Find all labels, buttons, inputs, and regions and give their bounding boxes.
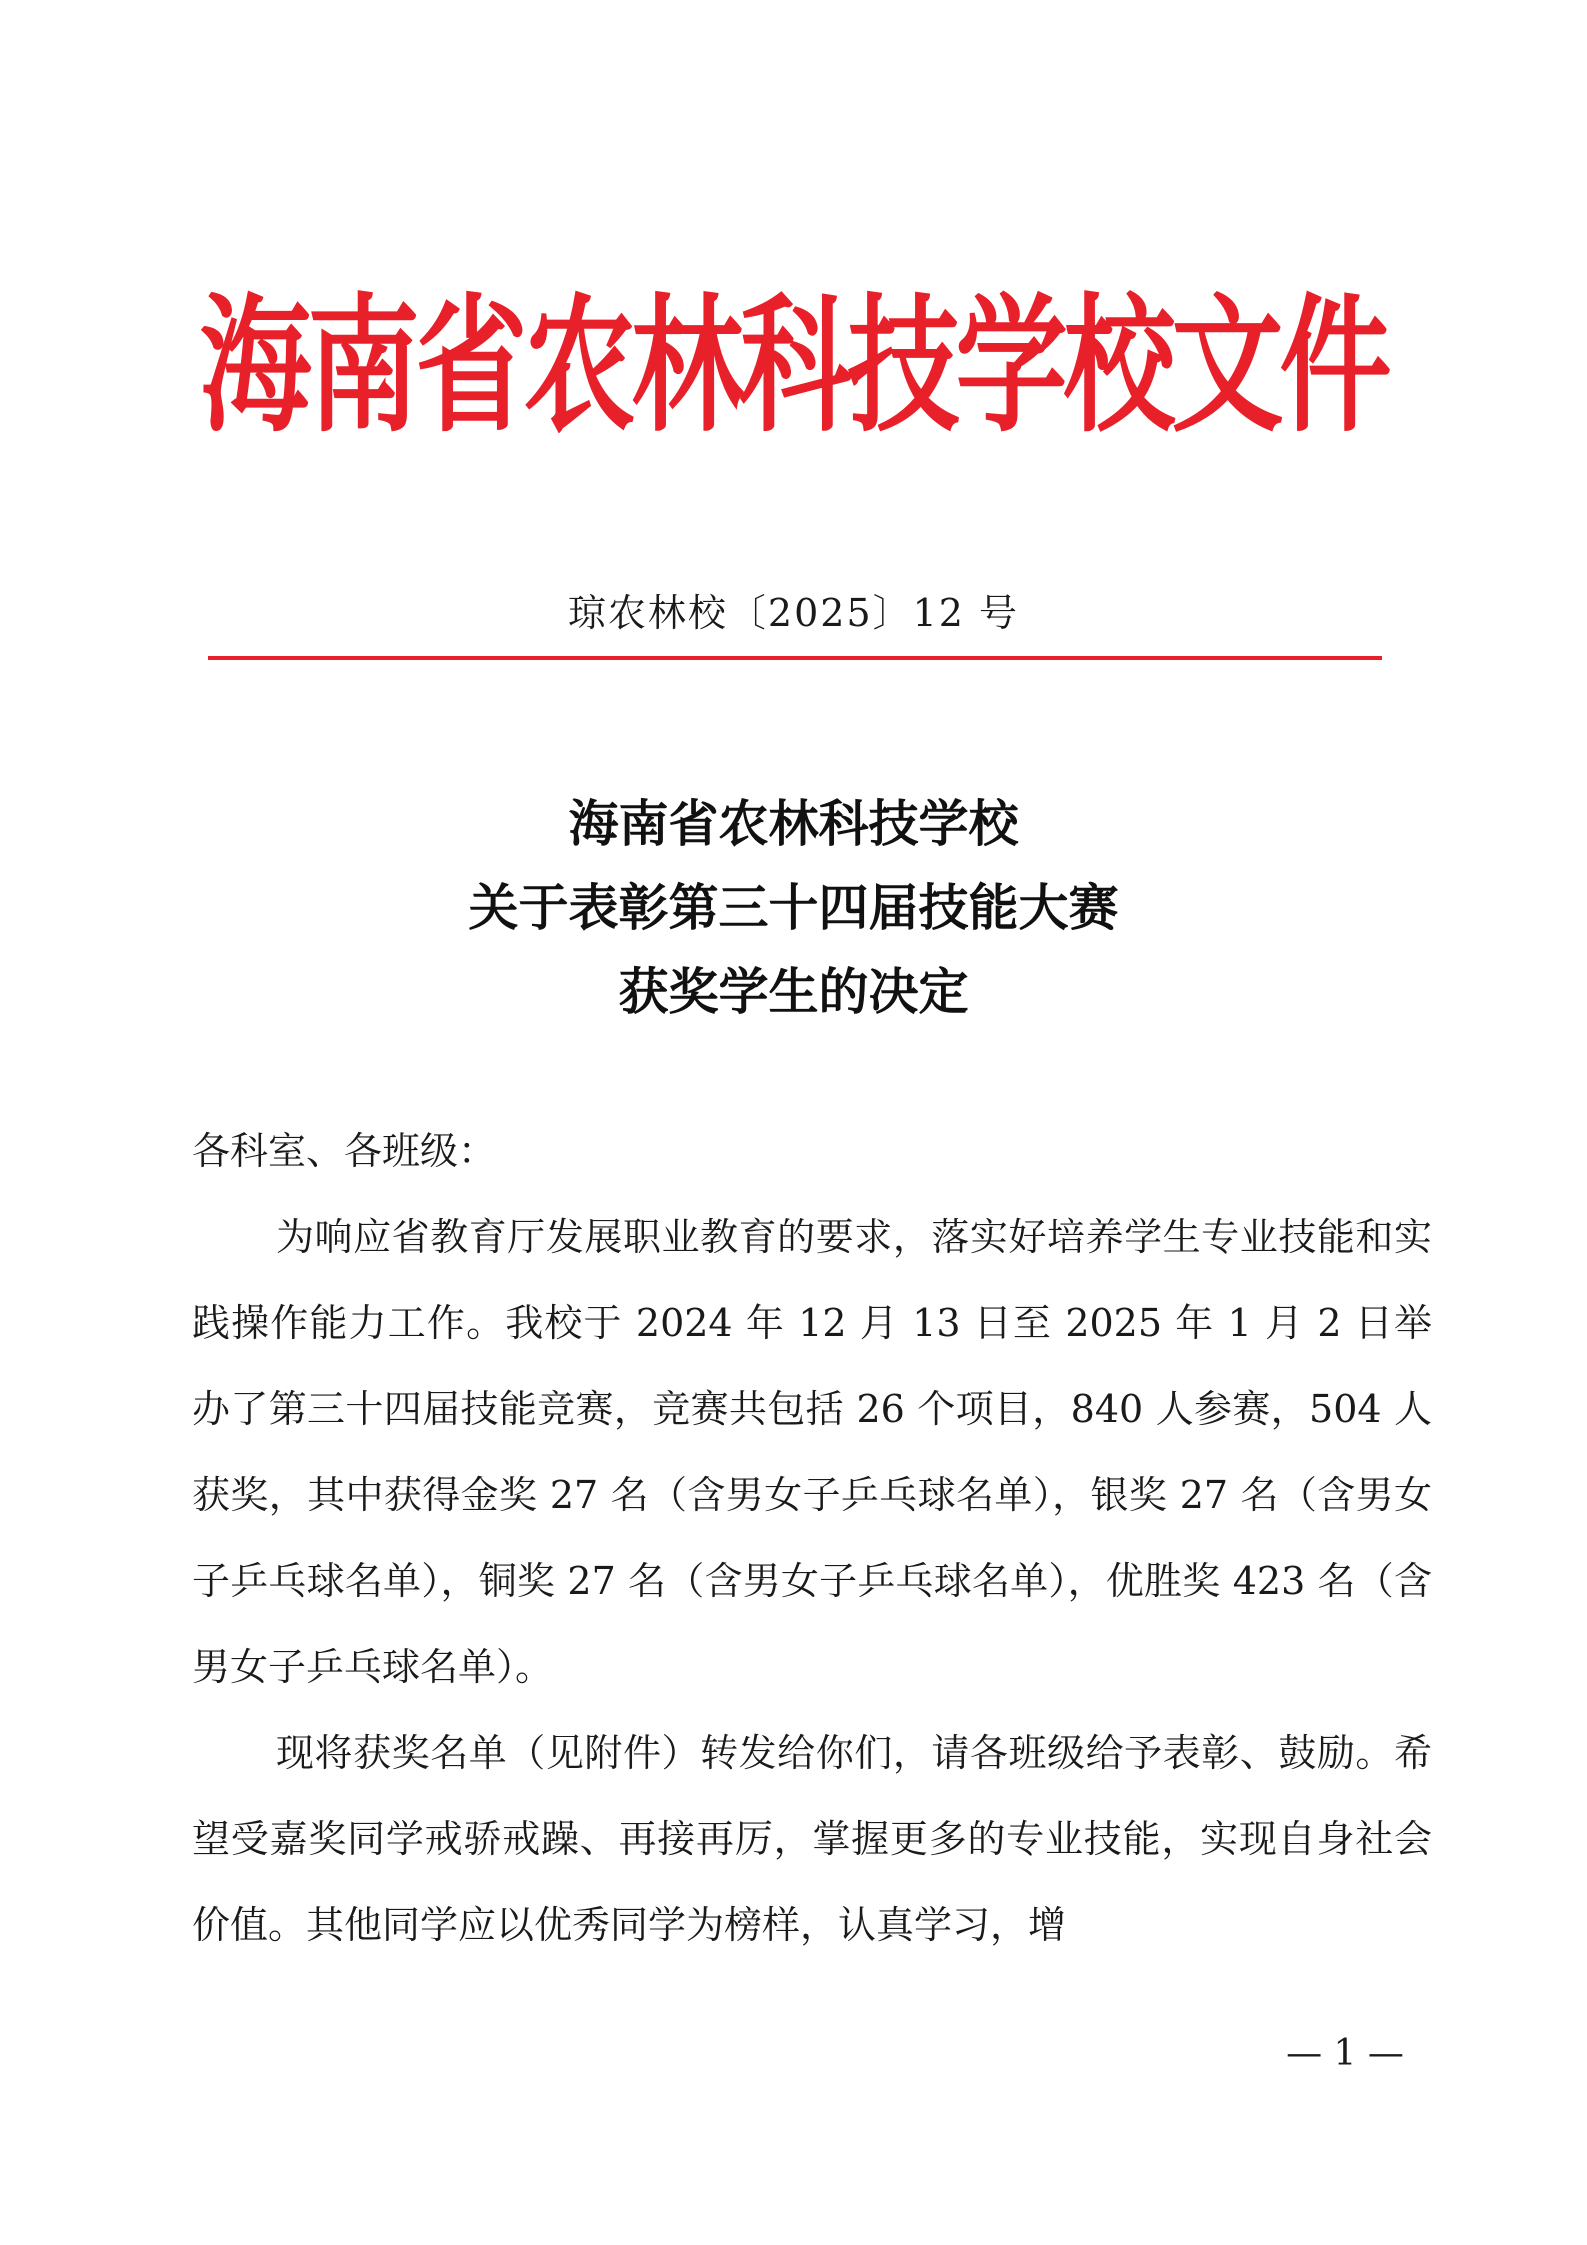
salutation: 各科室、各班级： <box>192 1129 497 1173</box>
title-line-3: 获奖学生的决定 <box>618 962 969 1021</box>
masthead-title: 海南省农林科技学校文件 <box>199 281 1388 453</box>
title-line-1: 海南省农林科技学校 <box>568 794 1019 853</box>
body-paragraph-2: 现将获奖名单（见附件）转发给你们，请各班级给予表彰、鼓励。希望受嘉奖同学戒骄戒躁、再接再厉，掌握更多的专业技能，实现自身社会价值。其他同学应以优秀同学为榜样，认真学习，增 <box>192 1731 1432 1947</box>
page-number: — 1 — <box>1286 2033 1404 2074</box>
red-divider-line <box>208 656 1382 660</box>
document-body <box>192 1108 1432 1968</box>
document-title <box>0 782 1587 1034</box>
body-paragraph-1: 为响应省教育厅发展职业教育的要求，落实好培养学生专业技能和实践操作能力工作。我校于 2024 年 12 月 13 日至 2025 年 1 月 2 日举办了第三十四届技能竞赛，竞赛共包括 26 个项目，840 人参赛，504 人获奖，其中获得金奖 27 名（含男女子乒乓球名单），银奖 27 名（含男女子乒乓球名单），铜奖 27 名（含男女子乒乓球名单），优胜奖 423 名（含男女子乒乓球名单）。 <box>192 1215 1432 1689</box>
document-number: 琼农林校〔2025〕12 号 <box>567 591 1020 635</box>
title-line-2: 关于表彰第三十四届技能大赛 <box>468 878 1119 937</box>
